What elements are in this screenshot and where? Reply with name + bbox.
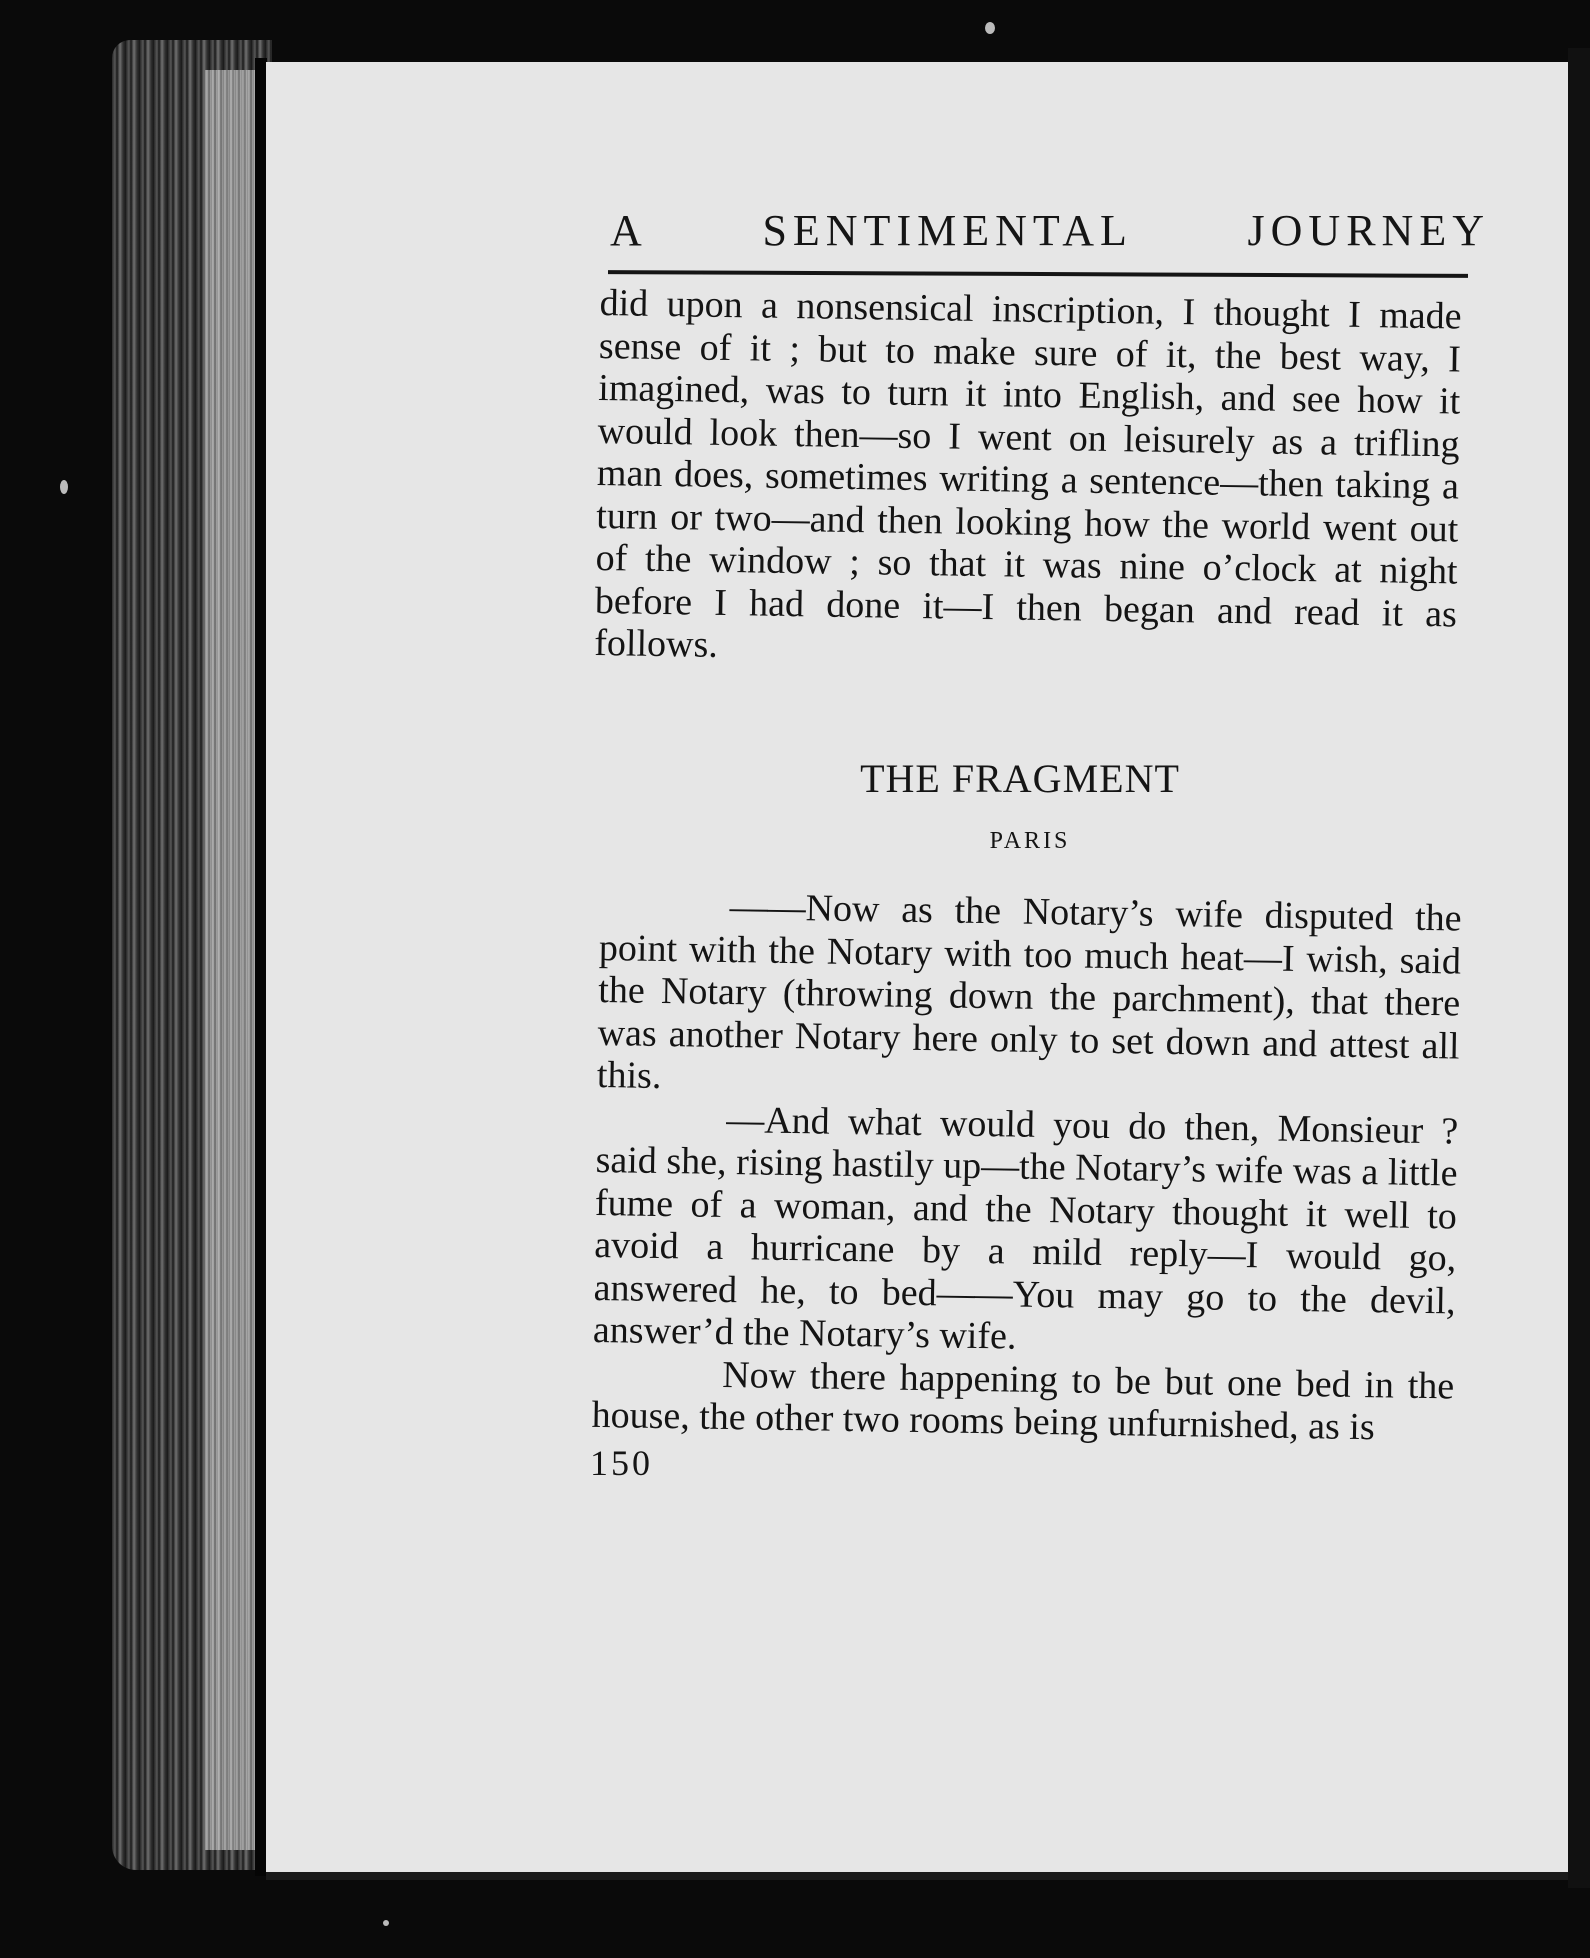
- paragraph: Now there happening to be but one bed in the house, the other two rooms being unfurnished, as is: [591, 1353, 1455, 1449]
- section-title: THE FRAGMENT: [860, 756, 1180, 801]
- continued-text: [594, 282, 1462, 678]
- paragraph: ——Now as the Notary’s wife disputed the point with the Notary with too much heat—I wish, said the Notary (throwing down the parchment), that there was another Notary here only to set down and attest all this.: [596, 886, 1462, 1097]
- fragment-text: [591, 884, 1462, 1450]
- section-subtitle: PARIS: [989, 828, 1071, 854]
- running-head-word: A: [610, 206, 648, 255]
- scan-speck: [60, 480, 68, 494]
- scan-border: [1568, 48, 1590, 1888]
- paragraph: —And what would you do then, Monsieur ? said she, rising hastily up—the Notary’s wife was a little fume of a woman, and the Notary thought it well to avoid a hurricane by a mild reply—I would go, answered he, to bed——You may go to the devil, answer’d the Notary’s wife.: [592, 1098, 1459, 1358]
- running-head-word: JOURNEY: [1247, 206, 1490, 255]
- paragraph: did upon a nonsensical inscription, I thought I made sense of it ; but to make sure of it, the best way, I imagined, was to turn it into English, and see how it would look then—so I went on leisurely as a trifling man does, sometimes writing a sentence—then taking a turn or two—and then looking how the world went out of the window ; so that it was nine o’clock at night before I had done it—I then began and read it as follows.: [593, 282, 1462, 666]
- running-head-word: SENTIMENTAL: [762, 206, 1133, 255]
- page-number: 150: [590, 1443, 653, 1483]
- scan-speck: [985, 22, 995, 34]
- running-head: [610, 205, 1490, 256]
- scan-speck: [383, 1920, 389, 1926]
